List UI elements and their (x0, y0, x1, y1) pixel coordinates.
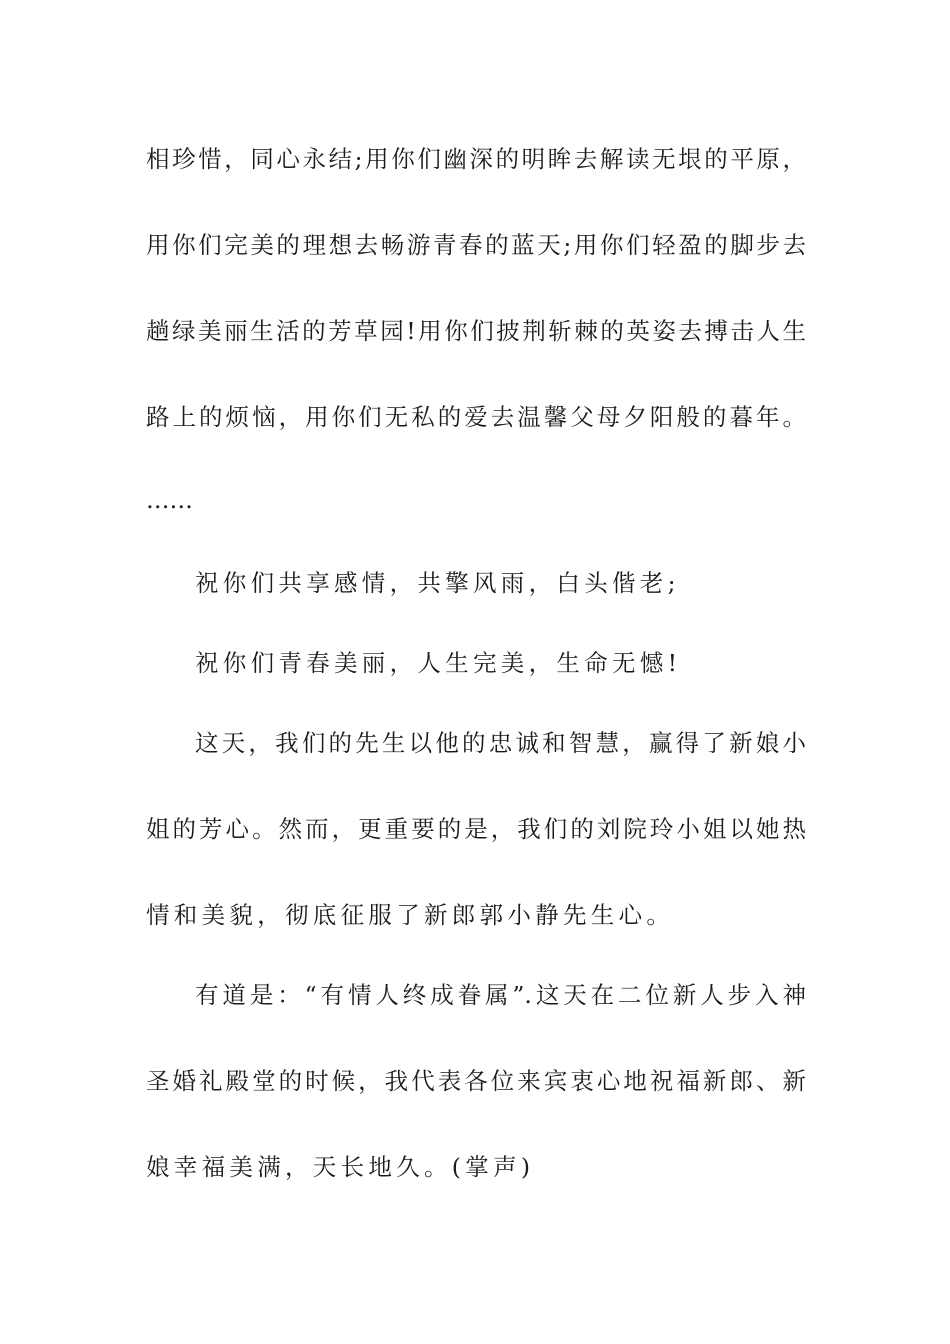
paragraph-blessing-1-line-1: 祝你们共享感情，共擎风雨，白头偕老; (195, 569, 680, 597)
paragraph-wishes-line-1: 相珍惜，同心永结;用你们幽深的明眸去解读无垠的平原， (146, 145, 806, 173)
paragraph-closing-line-1: 有道是：“有情人终成眷属”.这天在二位新人步入神 (195, 981, 806, 1009)
paragraph-closing-line-3: 娘幸福美满，天长地久。(掌声) (146, 1153, 535, 1181)
paragraph-blessing-2-line-1: 祝你们青春美丽，人生完美，生命无憾! (195, 649, 682, 677)
paragraph-wishes-ellipsis: …… (146, 486, 193, 514)
paragraph-closing-line-2: 圣婚礼殿堂的时候，我代表各位来宾衷心地祝福新郎、新 (146, 1067, 806, 1095)
paragraph-groom-bride-line-2: 姐的芳心。然而，更重要的是，我们的刘院玲小姐以她热 (146, 815, 806, 843)
paragraph-wishes-line-4: 路上的烦恼，用你们无私的爱去温馨父母夕阳般的暮年。 (146, 403, 806, 431)
paragraph-wishes-line-3: 趟绿美丽生活的芳草园!用你们披荆斩棘的英姿去搏击人生 (146, 317, 806, 345)
paragraph-wishes-line-2: 用你们完美的理想去畅游青春的蓝天;用你们轻盈的脚步去 (146, 231, 806, 259)
paragraph-groom-bride-line-3: 情和美貌，彻底征服了新郎郭小静先生心。 (146, 901, 675, 929)
paragraph-groom-bride-line-1: 这天，我们的先生以他的忠诚和智慧，赢得了新娘小 (195, 729, 806, 757)
